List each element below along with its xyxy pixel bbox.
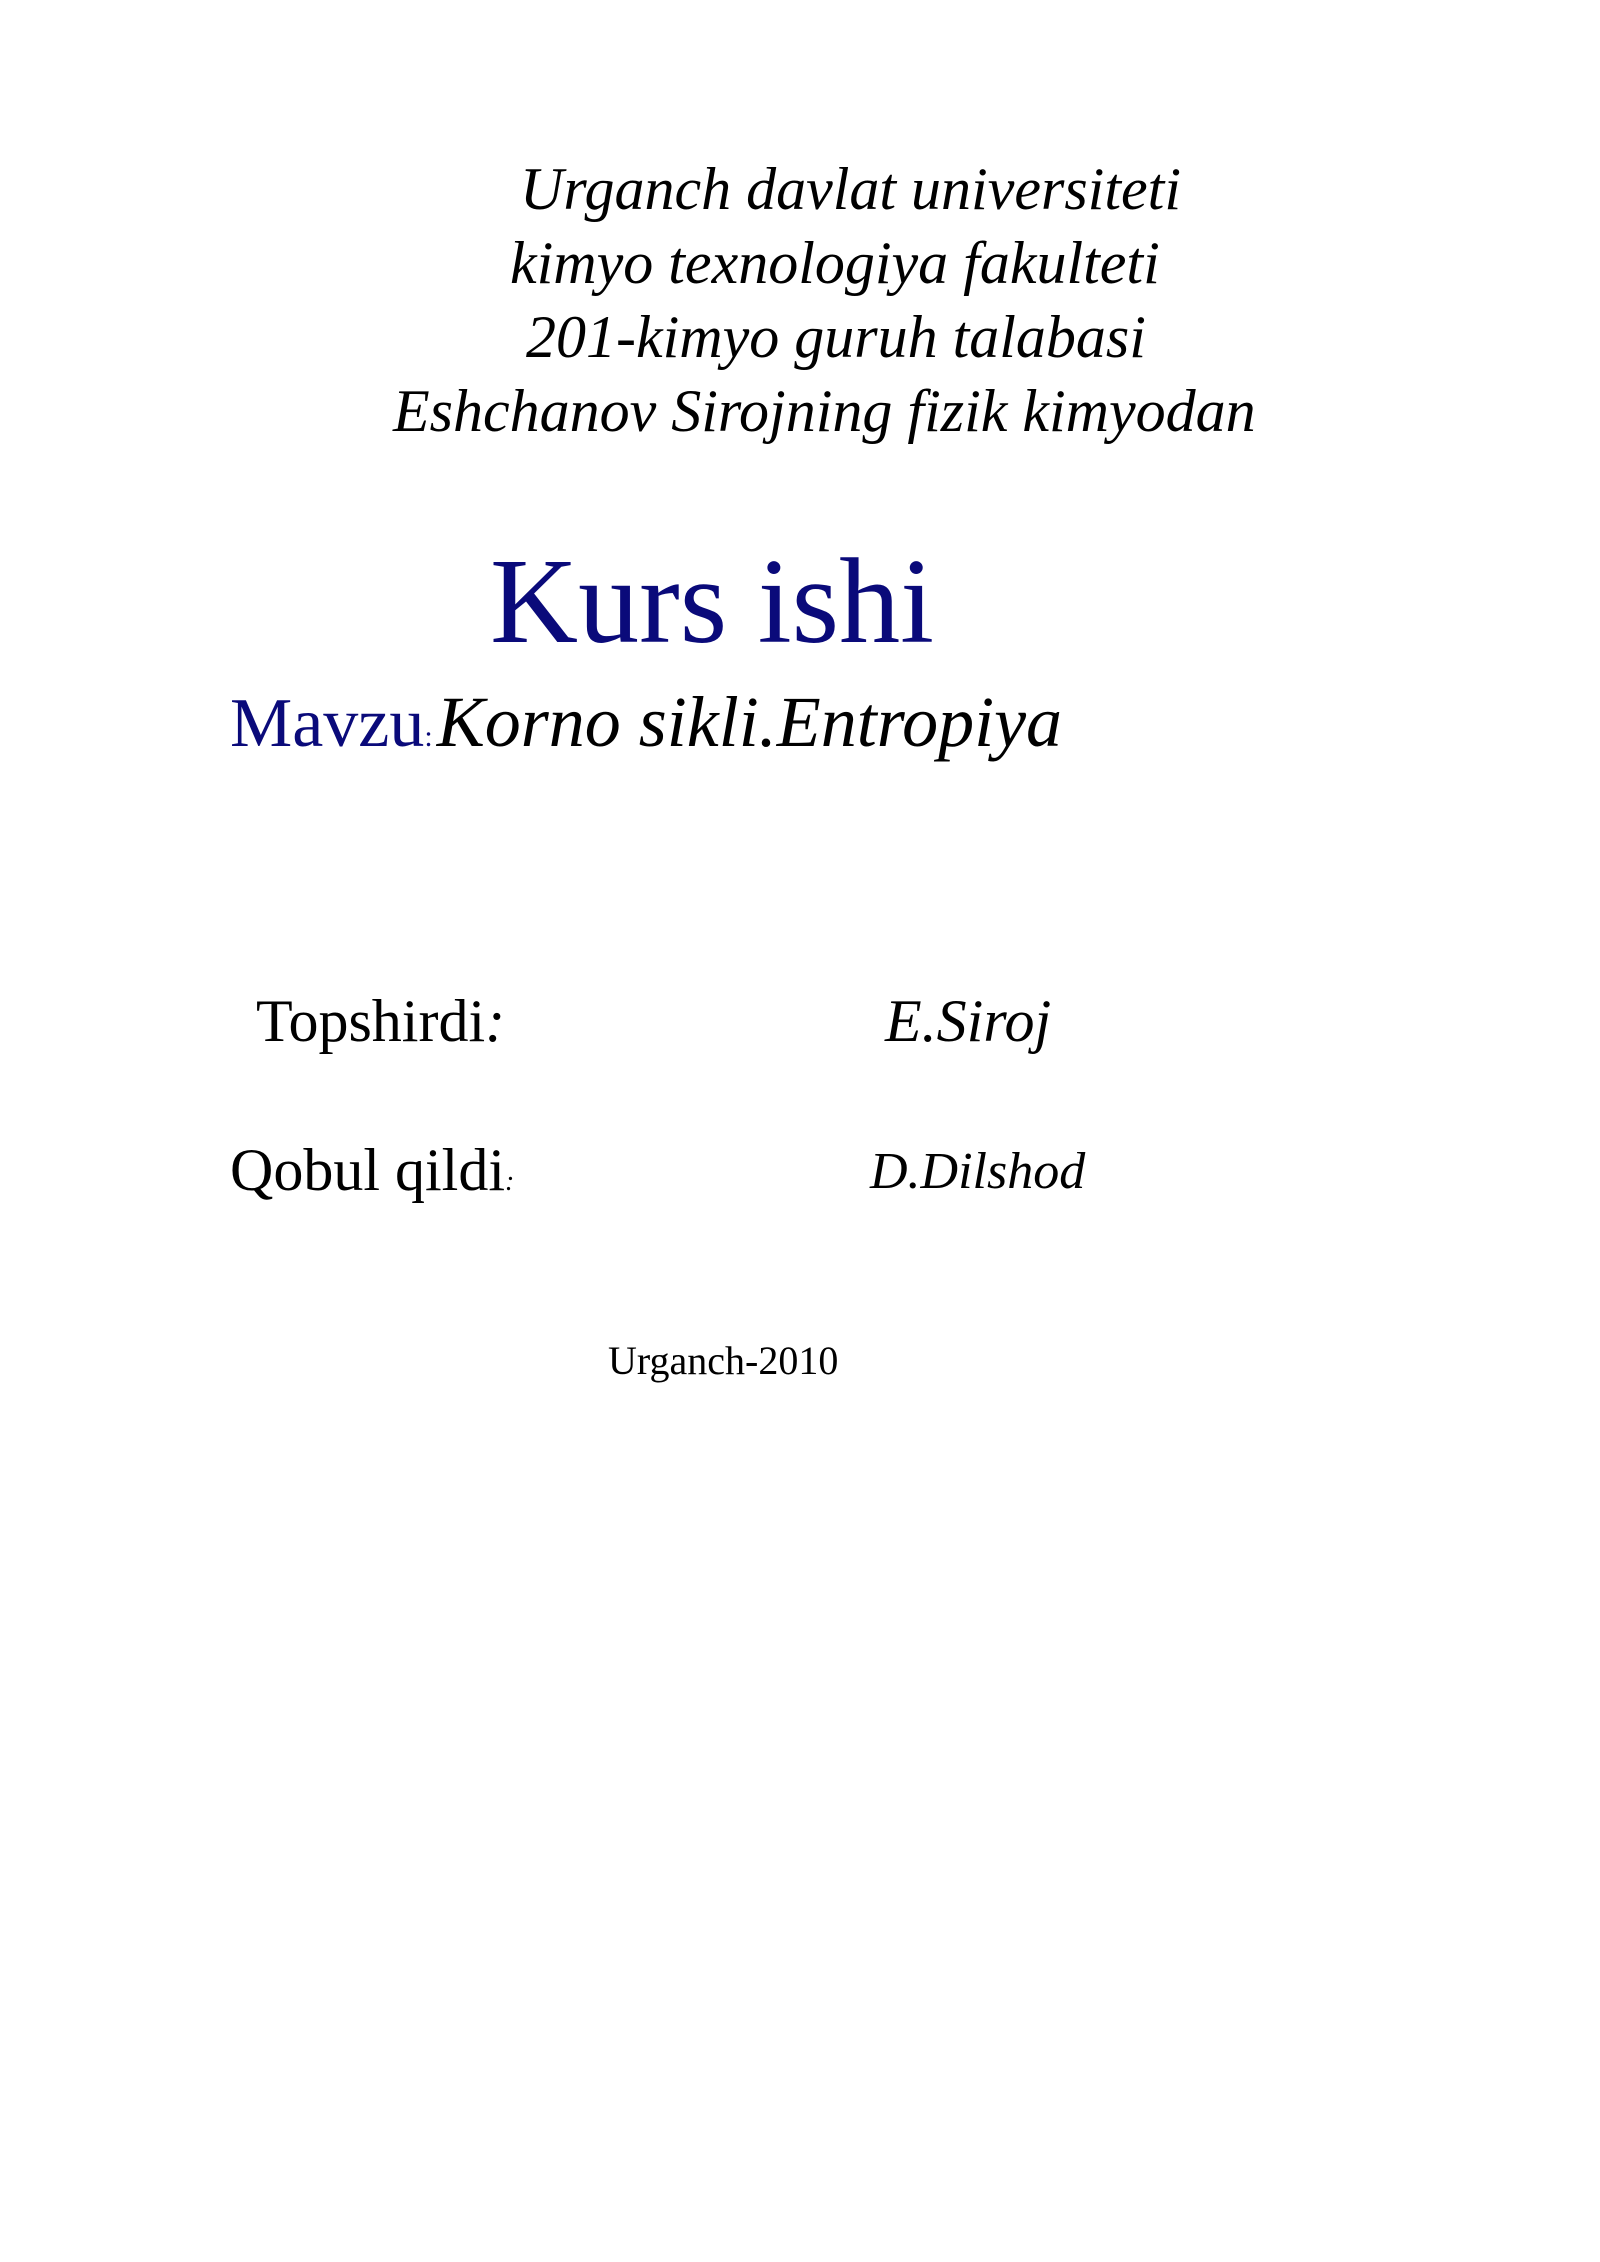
student-group: 201-kimyo guruh talabasi [526, 304, 1146, 370]
topic-value: Korno sikli.Entropiya [436, 682, 1063, 762]
accepted-name: D.Dilshod [870, 1143, 1086, 1200]
student-subject: Eshchanov Sirojning fizik kimyodan [393, 378, 1256, 444]
university-name: Urganch davlat universiteti [520, 156, 1181, 222]
topic-row [230, 680, 1062, 766]
document-title: Kurs ishi [490, 534, 934, 669]
accepted-label: Qobul qildi [230, 1137, 506, 1203]
submitted-name: E.Siroj [885, 988, 1052, 1054]
submitted-label-row [256, 985, 505, 1057]
submitted-label: Topshirdi [256, 988, 486, 1054]
topic-label: Mavzu [230, 685, 425, 762]
place-year: Urganch-2010 [608, 1338, 839, 1383]
submitted-colon: : [485, 988, 506, 1054]
accepted-colon: : [505, 1166, 515, 1197]
accepted-label-row [230, 1134, 514, 1218]
faculty-name: kimyo texnologiya fakulteti [510, 230, 1160, 296]
topic-colon: : [424, 720, 433, 753]
